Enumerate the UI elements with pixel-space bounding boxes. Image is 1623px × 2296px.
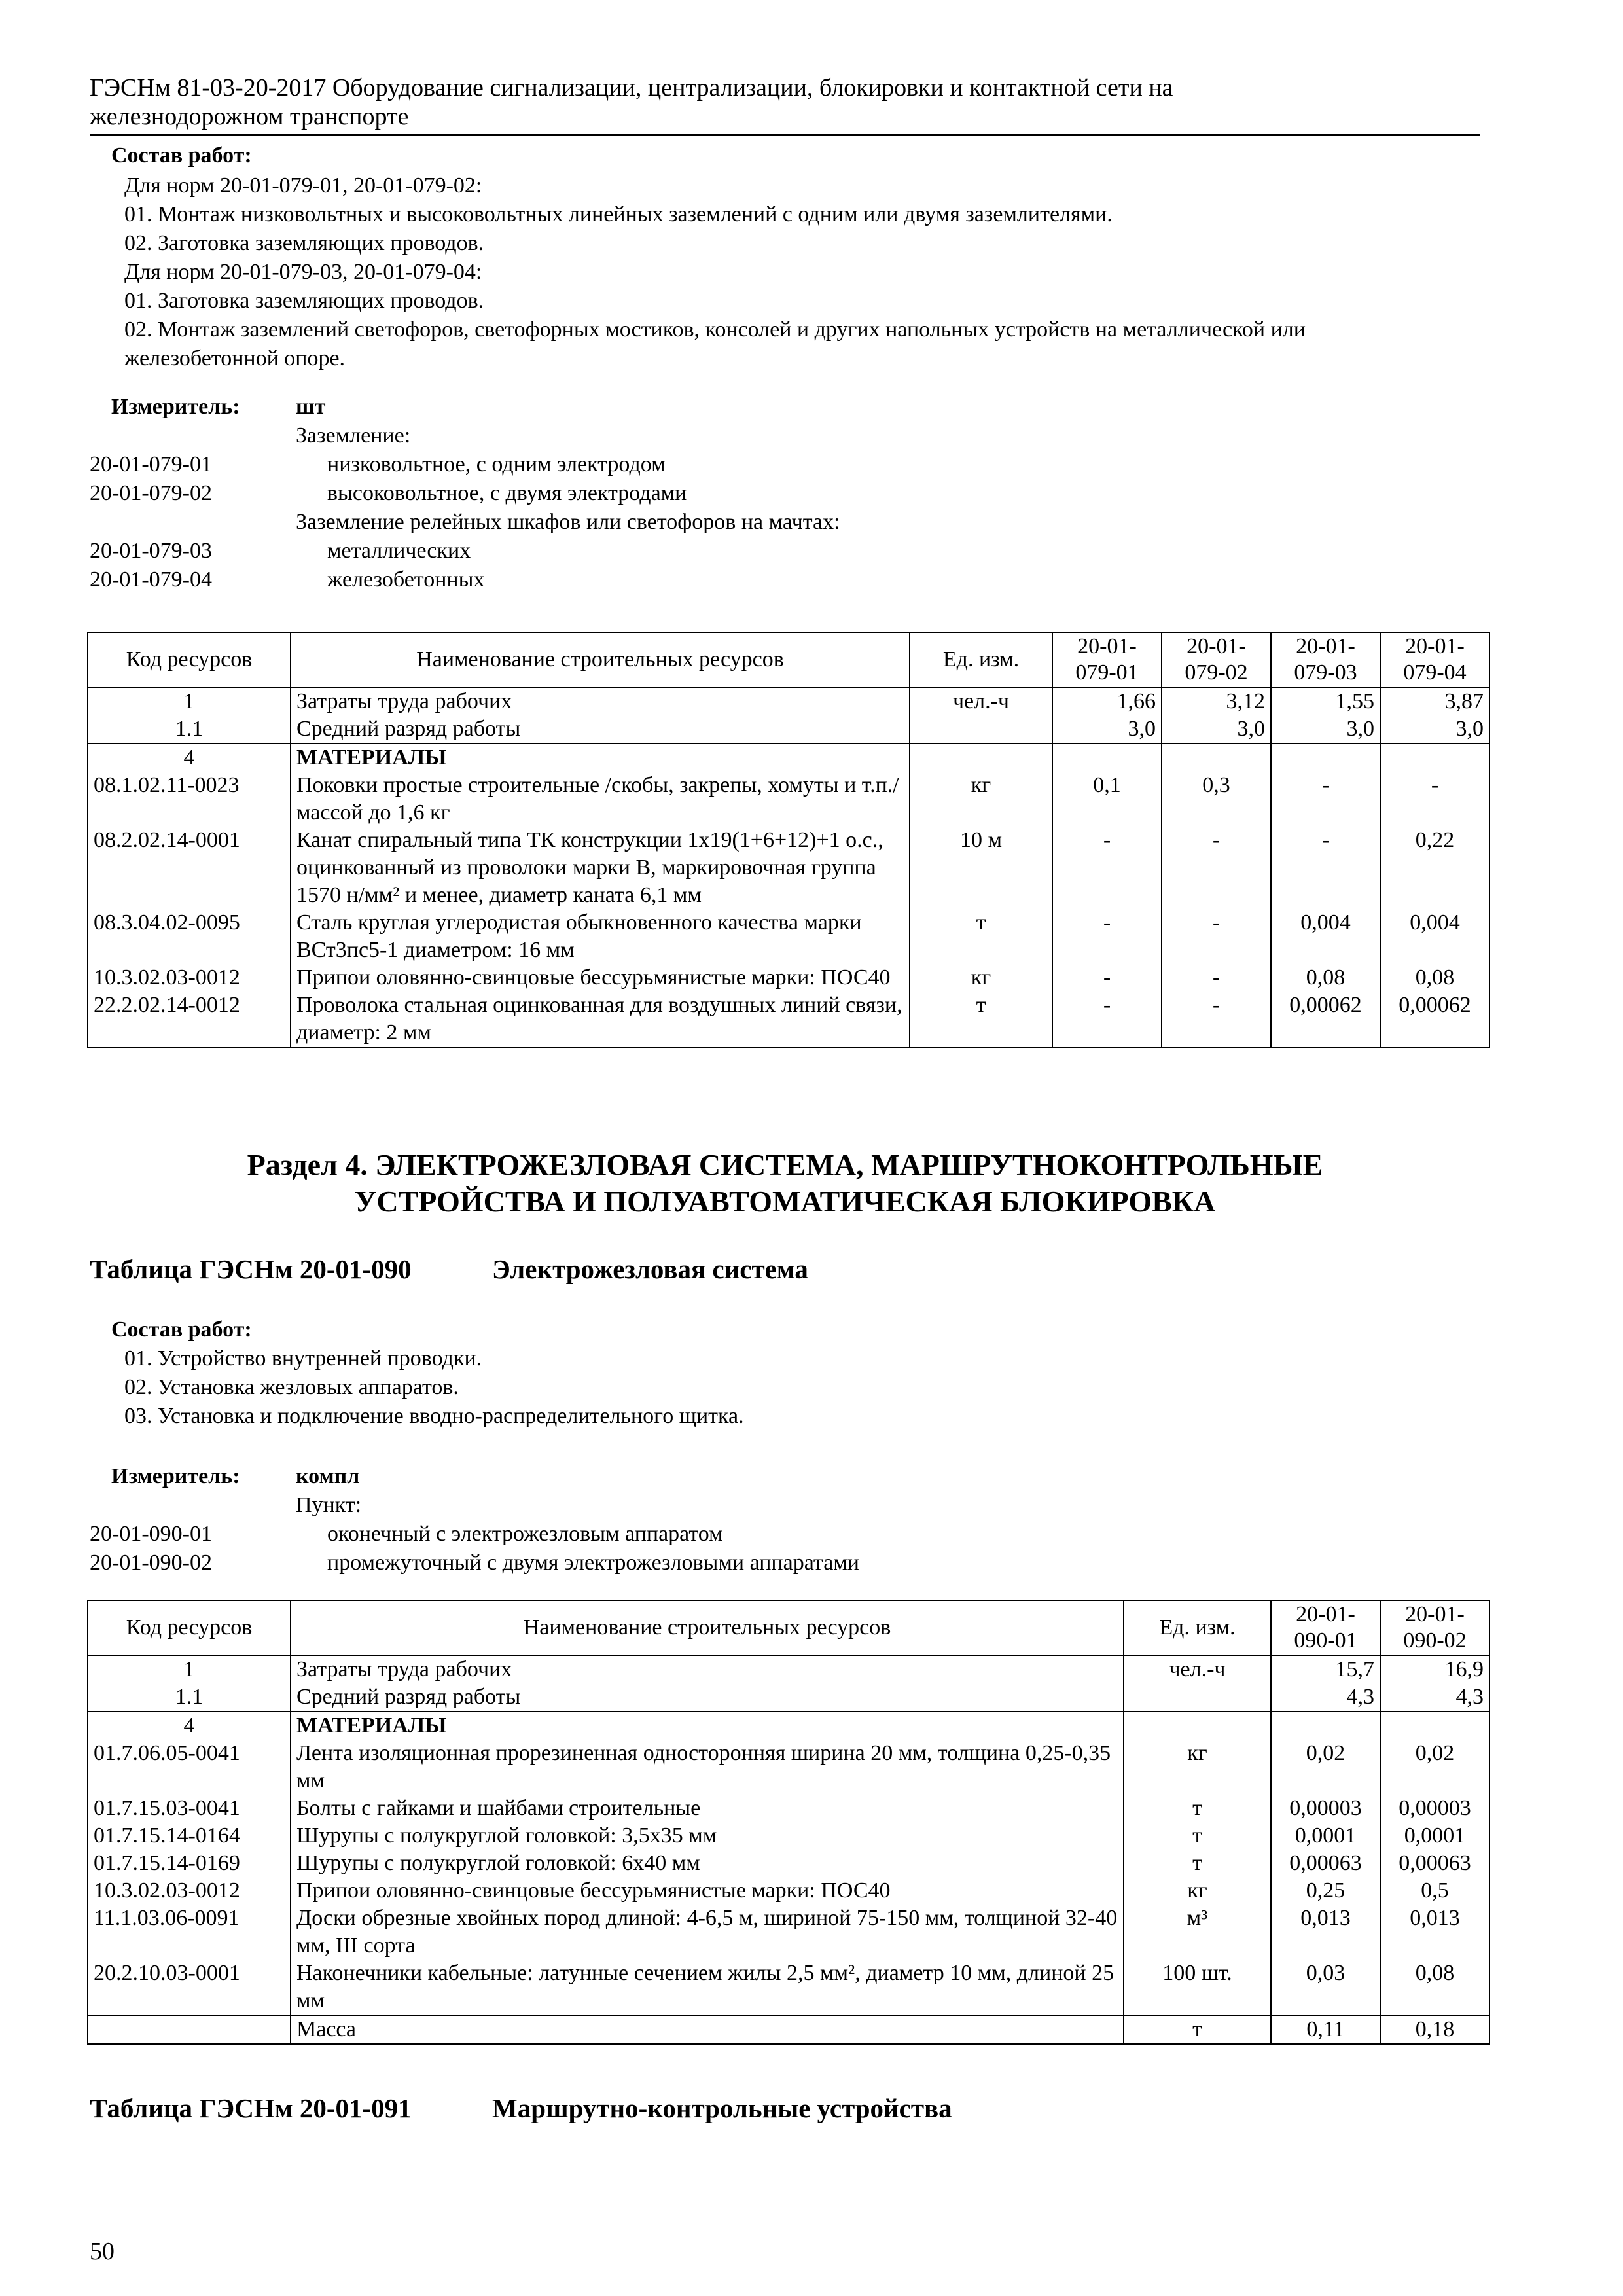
resource-code: 4 (88, 744, 291, 772)
resource-code (88, 2015, 291, 2044)
resource-value: 0,08 (1271, 964, 1380, 992)
table-row (88, 2015, 1489, 2044)
resource-value: 0,02 (1271, 1740, 1380, 1795)
norm-code: 20-01-090-01 (90, 1522, 212, 1546)
composition-line: Для норм 20-01-079-01, 20-01-079-02: (124, 173, 482, 198)
resource-name: МАТЕРИАЛЫ (291, 1712, 1124, 1740)
resource-unit: т (1124, 1850, 1271, 1877)
resource-value (1271, 1712, 1380, 1740)
table-header-row (88, 1600, 1489, 1655)
resource-value: 4,3 (1271, 1683, 1380, 1712)
resource-name: Средний разряд работы (291, 715, 910, 744)
column-header-name: Наименование строительных ресурсов (291, 1600, 1124, 1655)
table-090-name: Электрожезловая система (492, 1254, 808, 1284)
column-header-norm: 20-01-090-02 (1380, 1600, 1489, 1655)
resource-unit: т (910, 992, 1052, 1047)
resource-value: 0,1 (1052, 772, 1162, 827)
resource-unit: кг (1124, 1877, 1271, 1905)
resource-name: Сталь круглая углеродистая обыкновенного качества марки ВСт3пс5-1 диаметром: 16 мм (291, 909, 910, 964)
resource-value: 0,013 (1380, 1905, 1489, 1960)
norm-row (90, 565, 1268, 594)
table-row (88, 992, 1489, 1047)
resource-value: 1,55 (1271, 687, 1380, 715)
column-header-norm: 20-01-090-01 (1271, 1600, 1380, 1655)
section-title (90, 1147, 1480, 1220)
resource-value: 0,08 (1380, 964, 1489, 992)
norm-text: Пункт: (296, 1493, 362, 1517)
table-row (88, 1655, 1489, 1683)
resource-value: 4,3 (1380, 1683, 1489, 1712)
resource-value: 3,12 (1162, 687, 1271, 715)
resource-value: 0,00063 (1380, 1850, 1489, 1877)
norm-text: промежуточный с двумя электрожезловыми аппаратами (327, 1551, 859, 1575)
table-header-row (88, 632, 1489, 687)
resource-value: 0,00062 (1380, 992, 1489, 1047)
composition-list-1 (124, 171, 1306, 373)
resource-unit: т (1124, 2015, 1271, 2044)
norm-code: 20-01-090-02 (90, 1551, 212, 1575)
resource-name: Болты с гайками и шайбами строительные (291, 1795, 1124, 1822)
resource-value: - (1052, 964, 1162, 992)
resource-code: 01.7.15.03-0041 (88, 1795, 291, 1822)
norm-text: Заземление релейных шкафов или светофоров на мачтах: (296, 510, 840, 534)
resource-name: Наконечники кабельные: латунные сечением жилы 2,5 мм², диаметр 10 мм, длиной 25 мм (291, 1960, 1124, 2015)
resource-value: 0,0001 (1380, 1822, 1489, 1850)
running-header-line-2: железнодорожном транспорте (90, 103, 409, 130)
resource-value: 0,013 (1271, 1905, 1380, 1960)
resource-value: - (1162, 964, 1271, 992)
table-row (88, 744, 1489, 772)
norm-row (90, 450, 1268, 479)
resource-name: Канат спиральный типа ТК конструкции 1х19(1+6+12)+1 о.с., оцинкованный из проволоки марки В, маркировочная группа 1570 н/мм² и менее, диаметр каната 6,1 мм (291, 827, 910, 909)
composition-line: 02. Установка жезловых аппаратов. (124, 1375, 459, 1399)
composition-label-2: Состав работ: (111, 1318, 252, 1342)
resource-code: 01.7.15.14-0169 (88, 1850, 291, 1877)
resource-value: - (1271, 772, 1380, 827)
resource-code: 20.2.10.03-0001 (88, 1960, 291, 2015)
resource-value: 0,00003 (1271, 1795, 1380, 1822)
resource-value: 0,00062 (1271, 992, 1380, 1047)
resource-name: Затраты труда рабочих (291, 1655, 1124, 1683)
resource-value: 0,00003 (1380, 1795, 1489, 1822)
resource-name: Припои оловянно-свинцовые бессурьмянистые марки: ПОС40 (291, 964, 910, 992)
composition-line: 01. Монтаж низковольтных и высоковольтных линейных заземлений с одним или двумя заземлителями. (124, 202, 1113, 226)
resource-name: Шурупы с полукруглой головкой: 6х40 мм (291, 1850, 1124, 1877)
resource-value: - (1052, 909, 1162, 964)
resource-value: 0,22 (1380, 827, 1489, 909)
resource-name: Шурупы с полукруглой головкой: 3,5х35 мм (291, 1822, 1124, 1850)
resource-code: 1.1 (88, 1683, 291, 1712)
resource-value: 1,66 (1052, 687, 1162, 715)
norm-row (90, 537, 1268, 565)
table-row (88, 1822, 1489, 1850)
resource-code: 1 (88, 687, 291, 715)
composition-line: 01. Устройство внутренней проводки. (124, 1346, 482, 1371)
resource-code: 22.2.02.14-0012 (88, 992, 291, 1047)
resource-value: - (1162, 827, 1271, 909)
norm-row (90, 1491, 1268, 1520)
table-row (88, 1877, 1489, 1905)
resource-value (1380, 1712, 1489, 1740)
table-row (88, 772, 1489, 827)
composition-line: 01. Заготовка заземляющих проводов. (124, 289, 484, 313)
resource-value: - (1162, 909, 1271, 964)
resource-value: - (1162, 992, 1271, 1047)
resource-unit: кг (910, 772, 1052, 827)
resource-unit (910, 744, 1052, 772)
table-row (88, 1683, 1489, 1712)
composition-line: 02. Монтаж заземлений светофоров, светофорных мостиков, консолей и других напольных устройств на металлической или (124, 317, 1306, 342)
resource-unit: т (910, 909, 1052, 964)
resource-name: МАТЕРИАЛЫ (291, 744, 910, 772)
meter-value-2: компл (296, 1464, 360, 1488)
resource-value: 0,00063 (1271, 1850, 1380, 1877)
resource-unit: т (1124, 1822, 1271, 1850)
table-row (88, 1960, 1489, 2015)
resource-value: - (1380, 772, 1489, 827)
resource-code: 01.7.06.05-0041 (88, 1740, 291, 1795)
resource-code: 08.1.02.11-0023 (88, 772, 291, 827)
resource-code: 08.2.02.14-0001 (88, 827, 291, 909)
resource-unit: м³ (1124, 1905, 1271, 1960)
resource-code: 08.3.04.02-0095 (88, 909, 291, 964)
resource-value: 0,25 (1271, 1877, 1380, 1905)
table-091-name: Маршрутно-контрольные устройства (492, 2093, 952, 2123)
norm-text: металлических (327, 539, 471, 563)
resource-code: 01.7.15.14-0164 (88, 1822, 291, 1850)
resource-name: Средний разряд работы (291, 1683, 1124, 1712)
resource-unit: чел.-ч (1124, 1655, 1271, 1683)
meter-label-1: Измеритель: (111, 395, 240, 419)
norm-text: низковольтное, с одним электродом (327, 452, 666, 476)
resource-value: 0,11 (1271, 2015, 1380, 2044)
column-header-norm: 20-01-079-04 (1380, 632, 1489, 687)
norm-text: Заземление: (296, 423, 411, 448)
resource-value: 0,08 (1380, 1960, 1489, 2015)
resource-value: - (1052, 992, 1162, 1047)
resource-name: Масса (291, 2015, 1124, 2044)
resource-unit: 10 м (910, 827, 1052, 909)
norm-row (90, 508, 1268, 537)
composition-line: 02. Заготовка заземляющих проводов. (124, 231, 484, 255)
table-row (88, 827, 1489, 909)
column-header-norm: 20-01-079-03 (1271, 632, 1380, 687)
column-header-norm: 20-01-079-02 (1162, 632, 1271, 687)
table-row (88, 687, 1489, 715)
column-header-unit: Ед. изм. (1124, 1600, 1271, 1655)
composition-line: железобетонной опоре. (124, 346, 346, 370)
resource-value (1162, 744, 1271, 772)
resource-unit: 100 шт. (1124, 1960, 1271, 2015)
norm-list-1 (90, 422, 1268, 594)
resource-code: 11.1.03.06-0091 (88, 1905, 291, 1960)
column-header-norm: 20-01-079-01 (1052, 632, 1162, 687)
resource-value: 3,0 (1052, 715, 1162, 744)
resource-value: 15,7 (1271, 1655, 1380, 1683)
resource-name: Затраты труда рабочих (291, 687, 910, 715)
resource-value: 0,02 (1380, 1740, 1489, 1795)
resource-unit: чел.-ч (910, 687, 1052, 715)
column-header-name: Наименование строительных ресурсов (291, 632, 910, 687)
resource-unit (1124, 1712, 1271, 1740)
resources-table-079 (87, 632, 1490, 1048)
norm-text: железобетонных (327, 567, 485, 592)
norm-row (90, 422, 1268, 450)
composition-line: Для норм 20-01-079-03, 20-01-079-04: (124, 260, 482, 284)
column-header-unit: Ед. изм. (910, 632, 1052, 687)
norm-text: высоковольтное, с двумя электродами (327, 481, 687, 505)
column-header-code: Код ресурсов (88, 1600, 291, 1655)
resource-value: 0,18 (1380, 2015, 1489, 2044)
resource-unit: кг (910, 964, 1052, 992)
table-091-label: Таблица ГЭСНм 20-01-091 (90, 2093, 412, 2123)
composition-label-1: Состав работ: (111, 143, 252, 168)
resource-value: 3,0 (1380, 715, 1489, 744)
table-row (88, 1795, 1489, 1822)
resource-value: - (1052, 827, 1162, 909)
norm-row (90, 479, 1268, 508)
resource-value: 0,03 (1271, 1960, 1380, 2015)
composition-list-2 (124, 1344, 744, 1431)
norm-code: 20-01-079-02 (90, 481, 212, 505)
table-row (88, 715, 1489, 744)
table-row (88, 1850, 1489, 1877)
column-header-code: Код ресурсов (88, 632, 291, 687)
resource-value: 16,9 (1380, 1655, 1489, 1683)
table-090-label: Таблица ГЭСНм 20-01-090 (90, 1254, 412, 1284)
running-header-line-1: ГЭСНм 81-03-20-2017 Оборудование сигнализации, централизации, блокировки и контактной сети на (90, 74, 1173, 101)
table-row (88, 1905, 1489, 1960)
resource-value: 3,87 (1380, 687, 1489, 715)
norm-row (90, 1549, 1268, 1577)
resource-name: Припои оловянно-свинцовые бессурьмянистые марки: ПОС40 (291, 1877, 1124, 1905)
resource-value (1380, 744, 1489, 772)
resource-value: 0,004 (1380, 909, 1489, 964)
norm-code: 20-01-079-04 (90, 567, 212, 592)
resource-unit: кг (1124, 1740, 1271, 1795)
composition-line: 03. Установка и подключение вводно-распределительного щитка. (124, 1404, 744, 1428)
resource-value: 0,0001 (1271, 1822, 1380, 1850)
resource-code: 10.3.02.03-0012 (88, 1877, 291, 1905)
resource-value: 0,5 (1380, 1877, 1489, 1905)
page-number: 50 (90, 2238, 115, 2265)
table-row (88, 909, 1489, 964)
resource-name: Проволока стальная оцинкованная для воздушных линий связи, диаметр: 2 мм (291, 992, 910, 1047)
table-row (88, 1712, 1489, 1740)
resource-value (1052, 744, 1162, 772)
section-title-line-2: УСТРОЙСТВА И ПОЛУАВТОМАТИЧЕСКАЯ БЛОКИРОВКА (354, 1185, 1216, 1218)
norm-list-2 (90, 1491, 1268, 1577)
resource-unit (910, 715, 1052, 744)
resource-unit: т (1124, 1795, 1271, 1822)
resources-table-090 (87, 1600, 1490, 2045)
table-row (88, 964, 1489, 992)
norm-code: 20-01-079-03 (90, 539, 212, 563)
norm-text: оконечный с электрожезловым аппаратом (327, 1522, 723, 1546)
resource-name: Поковки простые строительные /скобы, закрепы, хомуты и т.п./ массой до 1,6 кг (291, 772, 910, 827)
resource-code: 1 (88, 1655, 291, 1683)
resource-unit (1124, 1683, 1271, 1712)
meter-value-1: шт (296, 395, 326, 419)
norm-code: 20-01-079-01 (90, 452, 212, 476)
resource-code: 4 (88, 1712, 291, 1740)
resource-value: 0,3 (1162, 772, 1271, 827)
header-divider (90, 134, 1480, 136)
table-row (88, 1740, 1489, 1795)
resource-name: Лента изоляционная прорезиненная односторонняя ширина 20 мм, толщина 0,25-0,35 мм (291, 1740, 1124, 1795)
norm-row (90, 1520, 1268, 1549)
running-header (90, 73, 1480, 131)
section-title-line-1: Раздел 4. ЭЛЕКТРОЖЕЗЛОВАЯ СИСТЕМА, МАРШРУТНОКОНТРОЛЬНЫЕ (247, 1148, 1323, 1181)
resource-value: 3,0 (1162, 715, 1271, 744)
resource-value: 0,004 (1271, 909, 1380, 964)
resource-value: - (1271, 827, 1380, 909)
resource-name: Доски обрезные хвойных пород длиной: 4-6,5 м, шириной 75-150 мм, толщиной 32-40 мм, III сорта (291, 1905, 1124, 1960)
resource-code: 10.3.02.03-0012 (88, 964, 291, 992)
resource-code: 1.1 (88, 715, 291, 744)
resource-value: 3,0 (1271, 715, 1380, 744)
meter-label-2: Измеритель: (111, 1464, 240, 1488)
resource-value (1271, 744, 1380, 772)
